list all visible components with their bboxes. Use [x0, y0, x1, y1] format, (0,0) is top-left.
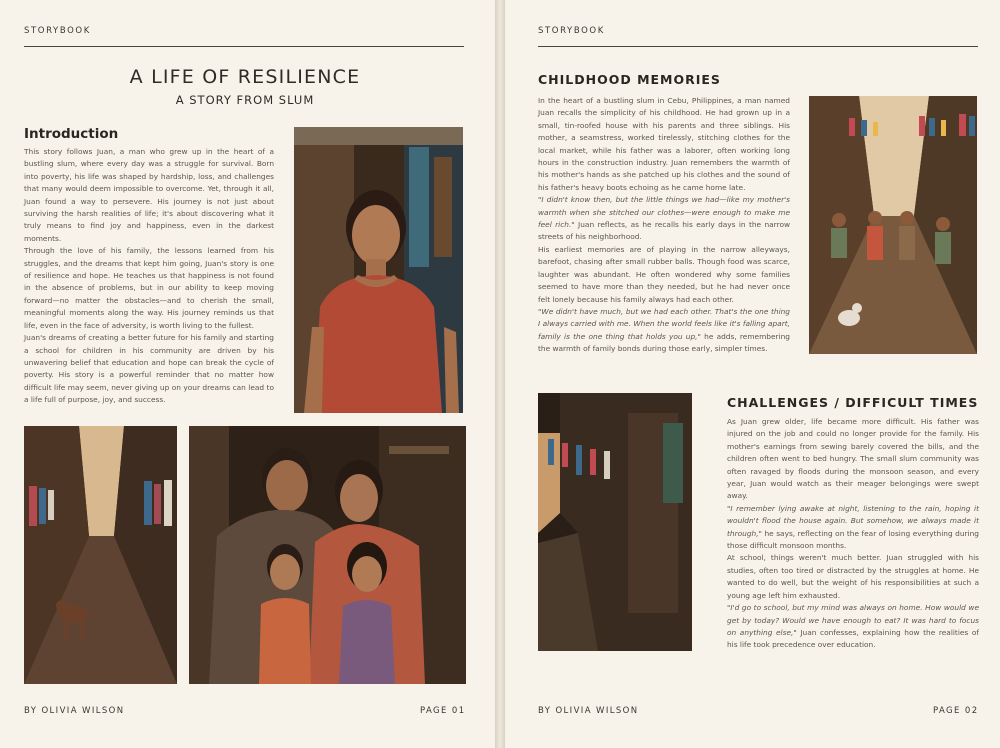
challenges-quote-1: "I remember lying awake at night, listening to the rain, hoping it wouldn't flood the house again. But somehow, we always made it through," [727, 503, 979, 538]
childhood-text [538, 95, 790, 356]
intro-text [24, 146, 274, 407]
header-rule [538, 46, 978, 47]
challenges-heading: CHALLENGES / DIFFICULT TIMES [727, 395, 979, 410]
childhood-paragraph-2 [538, 194, 790, 244]
intro-paragraph-2: Through the love of his family, the lessons learned from his struggles, and the dreams that kept him going, Juan's story is one of resilience and hope. He teaches us that happiness is not found in the absence of problems, but in our ability to keep moving forward—no matter the obstacles—and to cherish the small, meaningful moments along the way. His journey reminds us that life, even in the face of adversity, is worth living to the fullest. [24, 246, 274, 330]
brand-label: STORYBOOK [24, 26, 91, 36]
childhood-paragraph-3: His earliest memories are of playing in the narrow alleyways, barefoot, chasing after small rubber balls. Though food was scarce, laughter was abundant. He often wondered why some families seemed to have more than they needed, but he had never once felt lonely because his family always had each other. [538, 244, 790, 304]
childhood-paragraph-2-rest: Juan reflects, as he recalls his early days in the narrow streets of his neighborhood. [538, 220, 791, 242]
intro-heading: Introduction [24, 126, 119, 142]
header-rule [24, 46, 464, 47]
page-number: PAGE 02 [933, 706, 979, 716]
challenges-paragraph-1: As Juan grew older, life became more difficult. His father was injured on the job and could no longer provide for the family. His mother's earnings from sewing barely covered the bills, and the children often went to bed hungry. The small slum community was often ravaged by floods during the monsoon season, and every year, Juan would watch as their meager belongings were swept away. [727, 417, 979, 501]
slum-alley-photo [24, 426, 177, 684]
children-running-photo [809, 96, 977, 354]
challenges-text [727, 416, 979, 652]
childhood-paragraph-4 [538, 306, 790, 356]
brand-label: STORYBOOK [538, 26, 605, 36]
author-credit: BY OLIVIA WILSON [24, 706, 125, 716]
book-title: A LIFE OF RESILIENCE [129, 66, 361, 88]
challenges-paragraph-3: At school, things weren't much better. Juan struggled with his studies, often too tired or distracted by the struggles at home. He wanted to do well, but the weight of his responsibilities at such a young age left him exhausted. [727, 553, 979, 600]
challenges-paragraph-2-rest: he says, reflecting on the fear of losing everything during those difficult monsoon months. [727, 528, 979, 551]
challenges-paragraph-4-rest: Juan confesses, explaining how the realities of his life took precedence over education. [727, 627, 980, 650]
family-photo [189, 426, 466, 684]
author-credit: BY OLIVIA WILSON [538, 706, 639, 716]
intro-paragraph-3: Juan's dreams of creating a better future for his family and starting a school for children in his community are driven by his unwavering belief that education and hope can break the cycle of poverty. His story is a powerful reminder that no matter how difficult life may seem, never giving up on your dreams can lead to a life full of purpose, joy, and success. [24, 333, 274, 405]
challenges-paragraph-2 [727, 503, 979, 553]
page-02 [505, 0, 1000, 748]
book-gutter [495, 0, 505, 748]
page-01 [0, 0, 495, 748]
challenges-paragraph-4 [727, 602, 979, 652]
childhood-quote-2: "We didn't have much, but we had each other. That's the one thing I always carried with me. When the world feels like it's falling apart, family is the one thing that holds you up," [538, 306, 790, 341]
childhood-quote-1: "I didn't know then, but the little things we had—like my mother's warmth when she stitched our clothes—were enough to make me feel rich." [538, 195, 790, 230]
dark-alley-photo [538, 393, 692, 651]
woman-portrait-photo [294, 127, 463, 413]
childhood-paragraph-4-rest: he adds, remembering the warmth of family bonds during those early, simpler times. [538, 331, 790, 354]
childhood-heading: CHILDHOOD MEMORIES [538, 72, 721, 87]
childhood-paragraph-1: In the heart of a bustling slum in Cebu, Philippines, a man named Juan recalls the simplicity of his childhood. He had grown up in a small, tin-roofed house with his parents and three siblings. His mother, a seamstress, worked tirelessly, stitching clothes for the local market, while his father was a laborer, often working long hours in the construction industry. Juan remembers the warmth of his mother's hands as she patched up his clothes and the sound of his father's heavy boots echoing as he came home late. [538, 96, 790, 192]
challenges-quote-2: "I'd go to school, but my mind was always on home. How would we get by today? Would we have enough to eat? It was hard to focus on anything else," [727, 603, 979, 637]
book-subtitle: A STORY FROM SLUM [175, 93, 315, 107]
intro-paragraph-1: This story follows Juan, a man who grew up in the heart of a bustling slum, where every day was a struggle for survival. Born into poverty, his life was shaped by hardship, loss, and challenges that many would deem impossible to overcome. Yet, through it all, Juan found a way to persevere. His journey is not just about surviving the harsh realities of life; it's about discovering what it truly means to find joy and happiness, even in the darkest moments. [24, 147, 274, 243]
page-number: PAGE 01 [420, 706, 466, 716]
